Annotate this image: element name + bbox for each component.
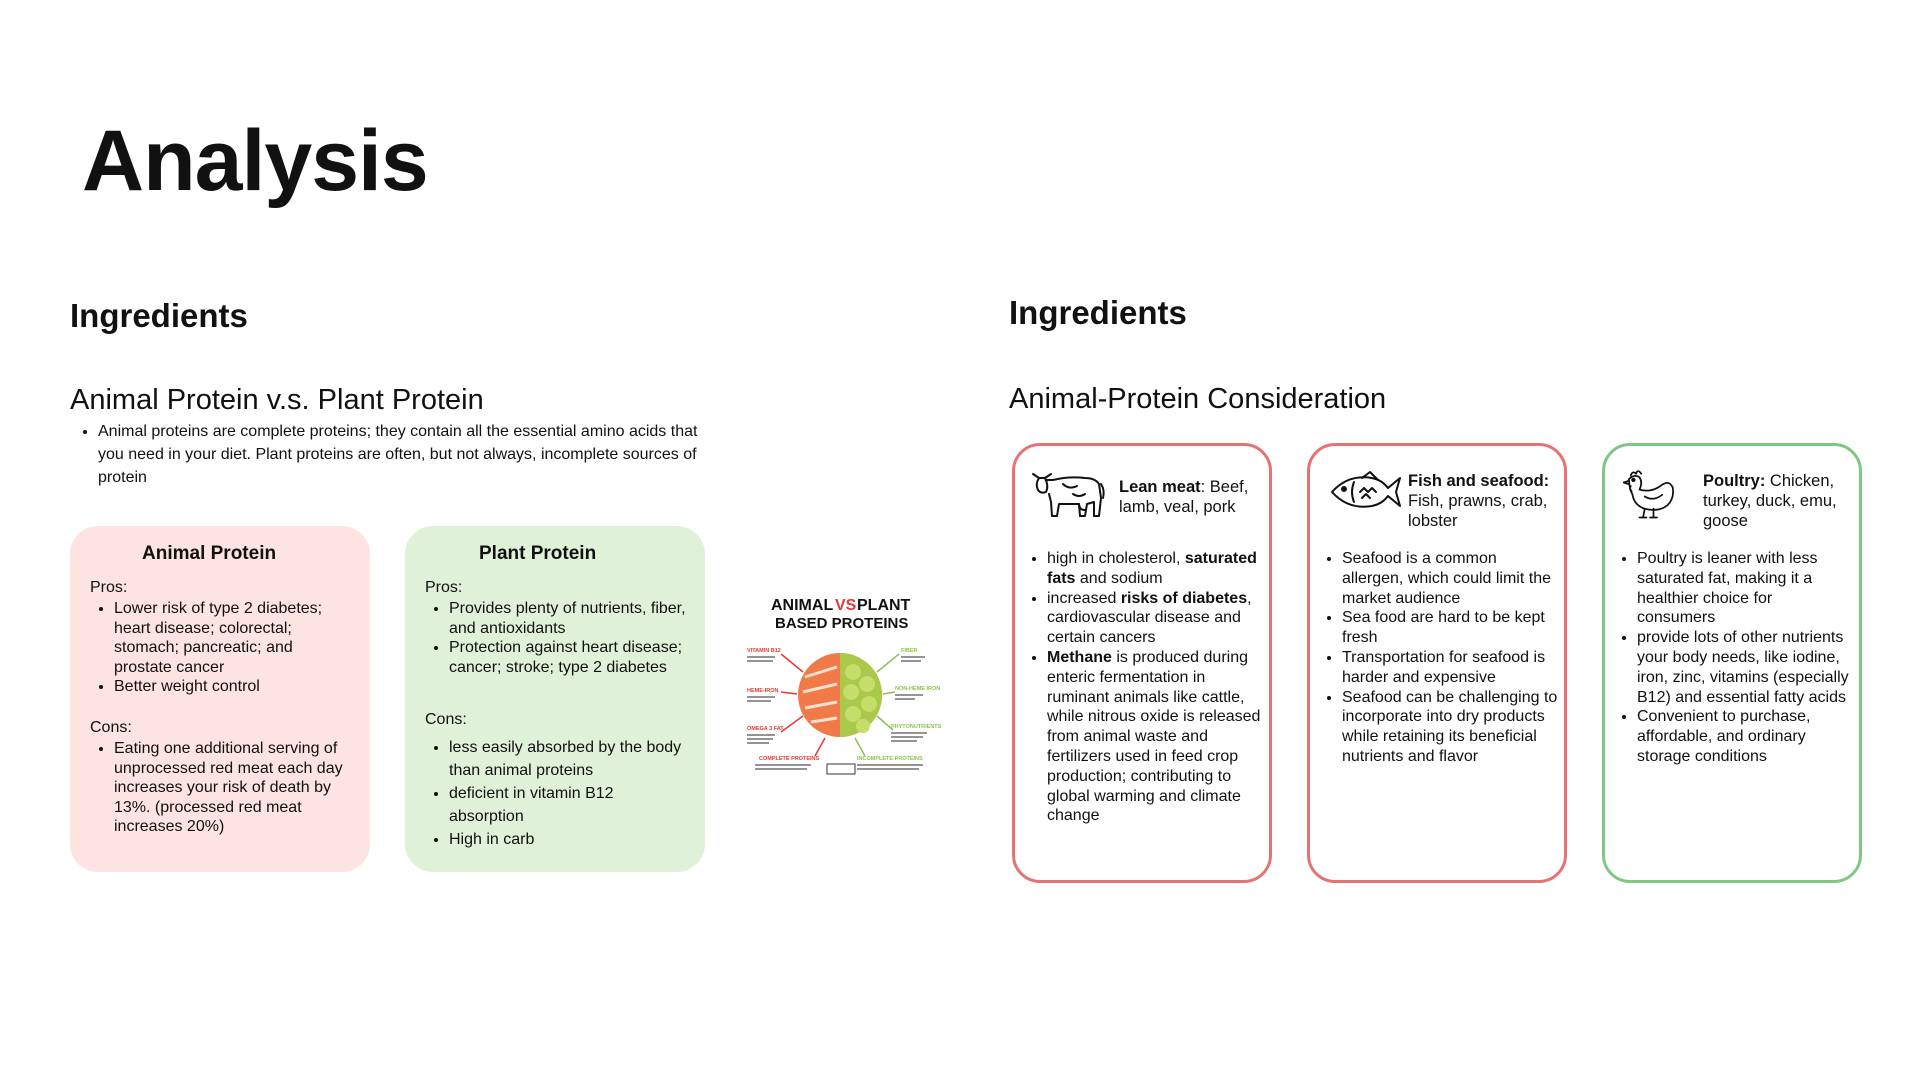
lean-meat-list [1025,549,1263,826]
poultry-title-bold: Poultry: [1703,472,1766,490]
poultry-title [1703,471,1853,531]
infographic-title-plant: PLANT [857,597,911,614]
animal-pro-item: • Lower risk of type 2 diabetes; heart disease; colorectal; stomach; pancreatic; and prostate cancer [114,599,352,677]
lean-meat-card [1012,443,1272,883]
plant-pro-item: • Protection against heart disease; cancer; stroke; type 2 diabetes [449,638,687,677]
item-bold: risks of diabetes [1120,589,1248,607]
right-section-heading: Ingredients [1009,294,1187,331]
bean [845,664,861,680]
plant-pro-item: • Provides plenty of nutrients, fiber, and antioxidants [449,599,687,638]
bean [859,676,875,692]
animal-vs-plant-infographic [745,592,942,780]
lean-meat-title-bold: Lean meat [1119,478,1201,496]
card-header [1320,464,1556,534]
item-text: high in cholesterol, [1047,550,1185,567]
infographic-label: OMEGA 3 FAT [747,726,784,732]
animal-cons-label: Cons: [90,718,132,736]
item-text: , cardiovascular disease and certain cancers [1047,589,1252,647]
item-text: and sodium [1075,569,1163,587]
card-header [1025,464,1261,534]
cow-icon [1029,464,1109,524]
infographic-title-line2: BASED PROTEINS [775,615,909,632]
lean-meat-item [1047,648,1263,826]
infographic-label: COMPLETE PROTEINS [759,756,820,762]
intro-list [78,420,718,489]
poultry-title-rest: Chicken, turkey, duck, emu, goose [1703,472,1837,530]
fish-seafood-item: • Seafood can be challenging to incorporate into dry products while retaining its beneficial nutrients and flavor [1342,688,1558,767]
chicken-icon [1615,460,1685,526]
plant-con-item: • deficient in vitamin B12 absorption [449,782,687,828]
infographic-logo [827,764,855,774]
plant-protein-title: Plant Protein [479,543,597,564]
plant-pros-label: Pros: [425,578,463,596]
animal-pro-item: • Better weight control [114,677,352,697]
infographic-label: FIBER [901,648,918,654]
fish-seafood-item: • Transportation for seafood is harder and expensive [1342,648,1558,688]
fish-seafood-title-bold: Fish and seafood: [1408,472,1550,490]
animal-cons-list [90,739,352,837]
left-subheading: Animal Protein v.s. Plant Protein [70,384,484,416]
animal-protein-box [70,526,370,872]
infographic-label: PHYTONUTRIENTS [891,724,942,730]
infographic-title-vs: VS [835,597,857,614]
poultry-item: • Poultry is leaner with less saturated fat, making it a healthier choice for consumers [1637,549,1853,628]
lean-meat-item [1047,589,1263,648]
item-text: is produced during enteric fermentation in ruminant animals like cattle, while nitrous oxide is released from animal waste and fertilizers used in feed crop production; contributing to global warming and climate change [1047,648,1261,825]
fish-icon [1324,462,1404,522]
item-text: increased [1047,589,1121,607]
poultry-card [1602,443,1862,883]
right-subheading: Animal-Protein Consideration [1009,383,1387,415]
plant-con-item: • less easily absorbed by the body than animal proteins [449,736,687,782]
infographic-label: HEME-IRON [747,688,779,694]
infographic-title-animal: ANIMAL [771,597,834,614]
animal-pros-list [90,599,352,697]
lean-meat-title [1119,477,1269,517]
label-detail-lines [747,657,811,769]
fish-seafood-item: • Sea food are hard to be kept fresh [1342,608,1558,648]
infographic-graphic [745,592,942,780]
lean-meat-title-rest: : Beef, lamb, veal, pork [1119,478,1249,516]
plant-protein-box [405,526,705,872]
plant-cons-list [425,736,687,851]
item-bold: saturated fats [1047,550,1257,587]
fish-seafood-title-rest: Fish, prawns, crab, lobster [1408,492,1548,530]
bean [861,696,877,712]
intro-text: • Animal proteins are complete proteins; they contain all the essential amino acids that you need in your diet. Plant proteins are often, but not always, incomplete sources of protein [98,420,718,489]
animal-protein-title: Animal Protein [142,543,277,564]
fish-seafood-list [1320,549,1558,767]
item-bold: Methane [1047,648,1112,666]
animal-pros-label: Pros: [90,578,128,596]
plant-pros-list [425,599,687,677]
infographic-label: INCOMPLETE PROTEINS [857,756,923,762]
plant-con-item: • High in carb [449,828,687,851]
fish-seafood-item: • Seafood is a common allergen, which could limit the market audience [1342,549,1558,608]
lean-meat-item [1047,549,1263,589]
card-header [1615,464,1851,534]
fish-seafood-card [1307,443,1567,883]
infographic-label: NON-HEME IRON [895,686,941,692]
animal-con-item: • Eating one additional serving of unprocessed red meat each day increases your risk of death by 13%. (processed red meat increases 20%) [114,739,352,837]
poultry-item: • provide lots of other nutrients your body needs, like iodine, iron, zinc, vitamins (especially B12) and essential fatty acids [1637,628,1853,707]
fish-seafood-title [1408,471,1558,531]
bean [845,706,861,722]
bean [856,719,870,733]
infographic-label: VITAMIN B12 [747,648,781,654]
poultry-item: • Convenient to purchase, affordable, and ordinary storage conditions [1637,707,1853,766]
bean [843,684,859,700]
plant-cons-label: Cons: [425,711,467,728]
page-title: Analysis [82,113,428,209]
left-section-heading: Ingredients [70,297,248,334]
poultry-list [1615,549,1853,767]
